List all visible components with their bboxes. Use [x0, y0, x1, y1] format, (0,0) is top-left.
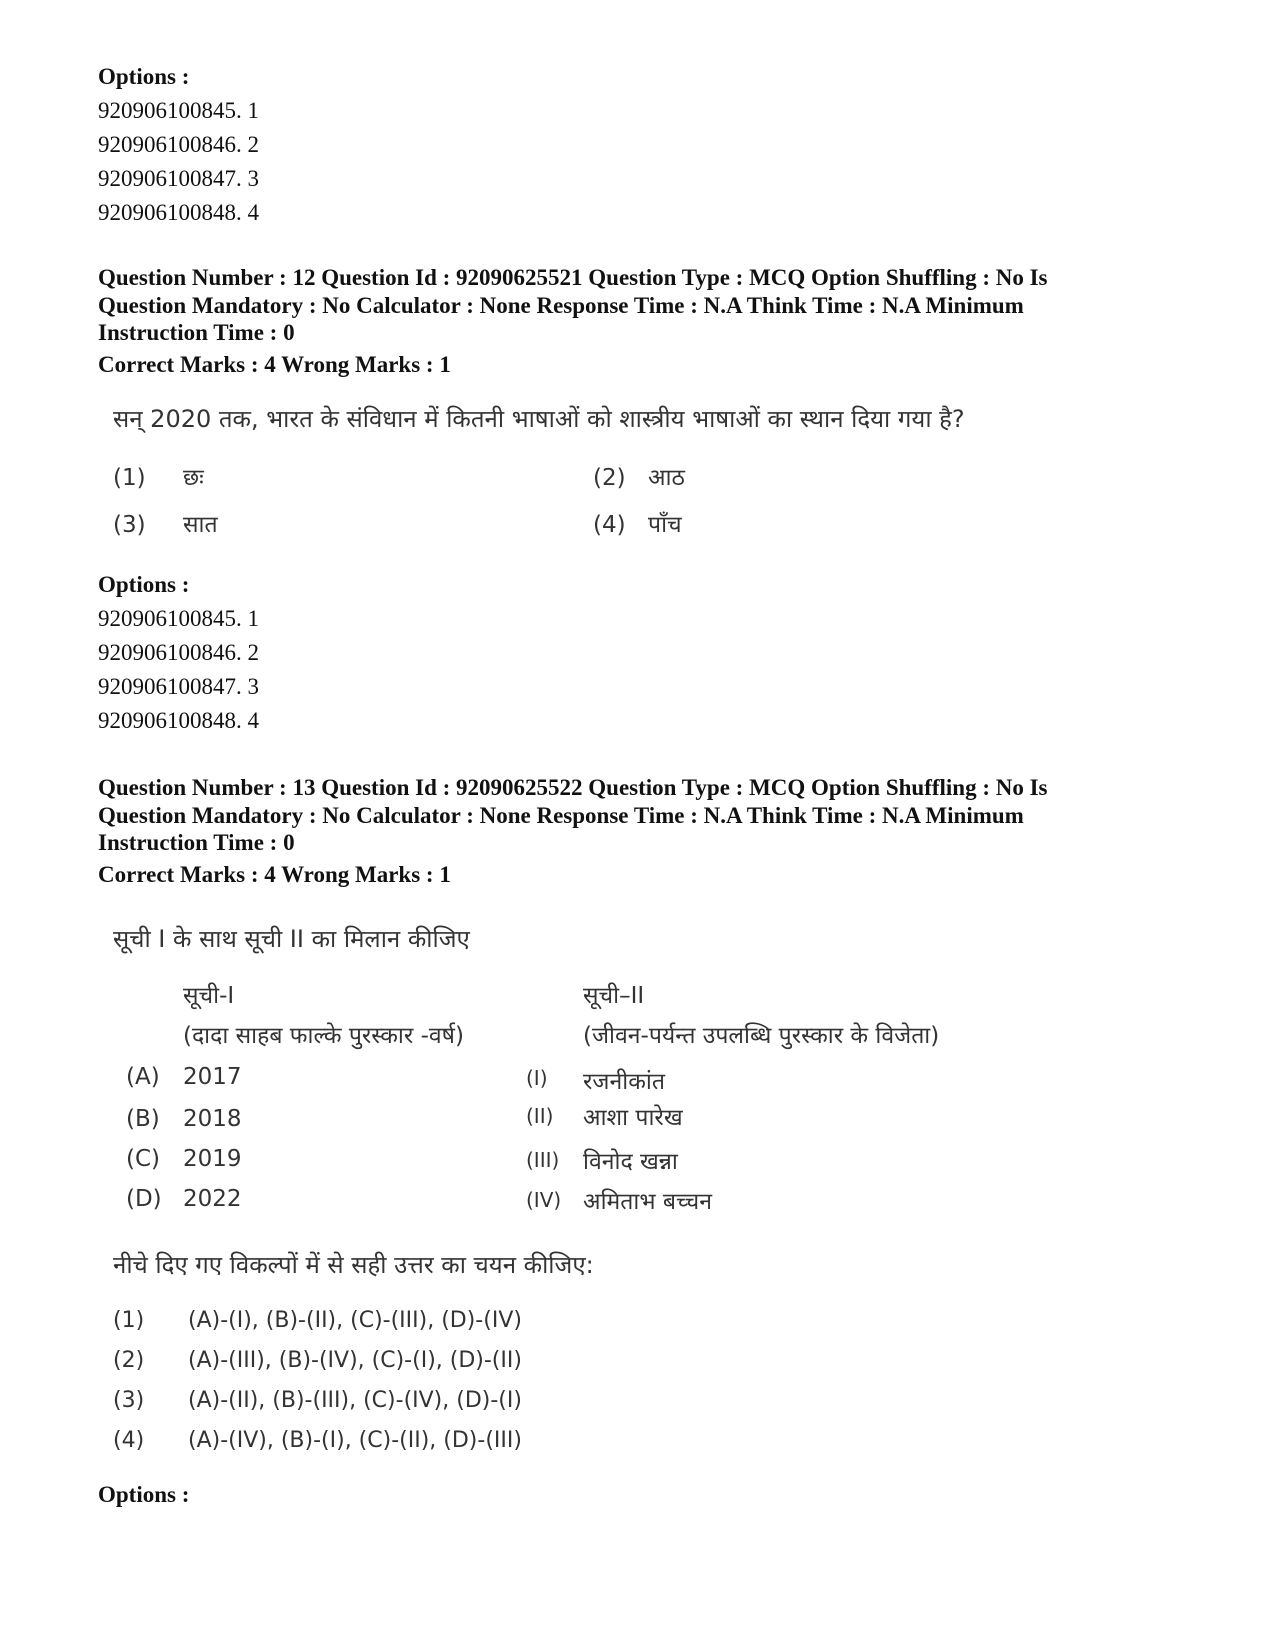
choice-text: छः [183, 465, 204, 491]
q12-choice [113, 507, 218, 539]
choice-number: (2) [593, 465, 626, 491]
list1-title: सूची-I [183, 983, 235, 1009]
q13-answer [113, 1388, 522, 1413]
q13-marks: Correct Marks : 4 Wrong Marks : 1 [98, 862, 451, 887]
q12-question-text: सन् 2020 तक, भारत के संविधान में कितनी भाषाओं को शास्त्रीय भाषाओं का स्थान दिया गया है? [113, 405, 965, 433]
list2-value: आशा पारेख [583, 1105, 683, 1131]
q12-meta [98, 264, 1178, 347]
list2-key: (II) [526, 1104, 554, 1128]
q12-choice [113, 460, 204, 492]
list1-key: (C) [126, 1146, 161, 1172]
answer-text: (A)-(II), (B)-(III), (C)-(IV), (D)-(I) [188, 1388, 522, 1413]
q13-answer [113, 1348, 522, 1373]
q12-meta-line: Instruction Time : 0 [98, 320, 295, 345]
q13-answer [113, 1308, 522, 1333]
option-item: 920906100848. 4 [98, 200, 259, 225]
list1-value: 2019 [183, 1146, 242, 1172]
answer-text: (A)-(III), (B)-(IV), (C)-(I), (D)-(II) [188, 1348, 522, 1373]
answer-number: (4) [113, 1428, 145, 1453]
list2-key: (I) [526, 1066, 548, 1090]
q12-choice [593, 507, 682, 539]
q13-match-table [98, 978, 1178, 1268]
list2-subtitle: (जीवन-पर्यन्त उपलब्धि पुरस्कार के विजेता) [583, 1023, 940, 1049]
choice-number: (4) [593, 512, 626, 538]
answer-number: (2) [113, 1348, 145, 1373]
q13-instruction: नीचे दिए गए विकल्पों में से सही उत्तर का चयन कीजिए: [113, 1251, 594, 1279]
answer-number: (1) [113, 1308, 145, 1333]
options-label: Options : [98, 64, 190, 89]
choice-text: सात [183, 512, 218, 538]
q13-meta-line: Instruction Time : 0 [98, 830, 295, 855]
list2-value: अमिताभ बच्चन [583, 1189, 713, 1215]
choice-text: पाँच [648, 512, 682, 538]
q13-meta-line: Question Number : 13 Question Id : 92090625522 Question Type : MCQ Option Shuffling : No Is [98, 775, 1048, 800]
q12-meta-line: Question Mandatory : No Calculator : None Response Time : N.A Think Time : N.A Minimum [98, 292, 1024, 318]
choice-number: (3) [113, 512, 146, 538]
q13-answers [113, 1308, 1193, 1478]
list1-value: 2018 [183, 1106, 242, 1132]
option-item: 920906100847. 3 [98, 166, 259, 191]
option-item: 920906100846. 2 [98, 132, 259, 157]
list1-value: 2022 [183, 1186, 242, 1212]
q13-meta-line: Question Mandatory : No Calculator : None Response Time : N.A Think Time : N.A Minimum [98, 802, 1024, 828]
q12-marks: Correct Marks : 4 Wrong Marks : 1 [98, 352, 451, 377]
list1-key: (B) [126, 1106, 160, 1132]
q12-choice [593, 460, 685, 492]
option-item: 920906100848. 4 [98, 708, 259, 733]
answer-text: (A)-(IV), (B)-(I), (C)-(II), (D)-(III) [188, 1428, 522, 1453]
list1-value: 2017 [183, 1064, 242, 1090]
top-options [98, 60, 1178, 230]
q12-meta-line: Question Number : 12 Question Id : 92090625521 Question Type : MCQ Option Shuffling : No Is [98, 265, 1048, 290]
choice-text: आठ [648, 465, 685, 491]
q12-choices [113, 460, 1193, 560]
list1-subtitle: (दादा साहब फाल्के पुरस्कार -वर्ष) [183, 1023, 464, 1049]
option-item: 920906100845. 1 [98, 606, 259, 631]
q12-options [98, 568, 1178, 738]
q13-question-text: सूची I के साथ सूची II का मिलान कीजिए [113, 925, 470, 953]
list1-key: (D) [126, 1186, 162, 1212]
list2-key: (III) [526, 1148, 560, 1172]
list1-key: (A) [126, 1064, 160, 1090]
option-item: 920906100846. 2 [98, 640, 259, 665]
list2-value: रजनीकांत [583, 1069, 665, 1095]
q13-answer [113, 1428, 522, 1453]
option-item: 920906100845. 1 [98, 98, 259, 123]
answer-number: (3) [113, 1388, 145, 1413]
options-label: Options : [98, 572, 190, 597]
q13-meta [98, 774, 1178, 857]
list2-key: (IV) [526, 1188, 562, 1212]
list2-title: सूची–II [583, 983, 645, 1009]
option-item: 920906100847. 3 [98, 674, 259, 699]
options-label: Options : [98, 1482, 190, 1507]
list2-value: विनोद खन्ना [583, 1149, 678, 1175]
answer-text: (A)-(I), (B)-(II), (C)-(III), (D)-(IV) [188, 1308, 522, 1333]
choice-number: (1) [113, 465, 146, 491]
